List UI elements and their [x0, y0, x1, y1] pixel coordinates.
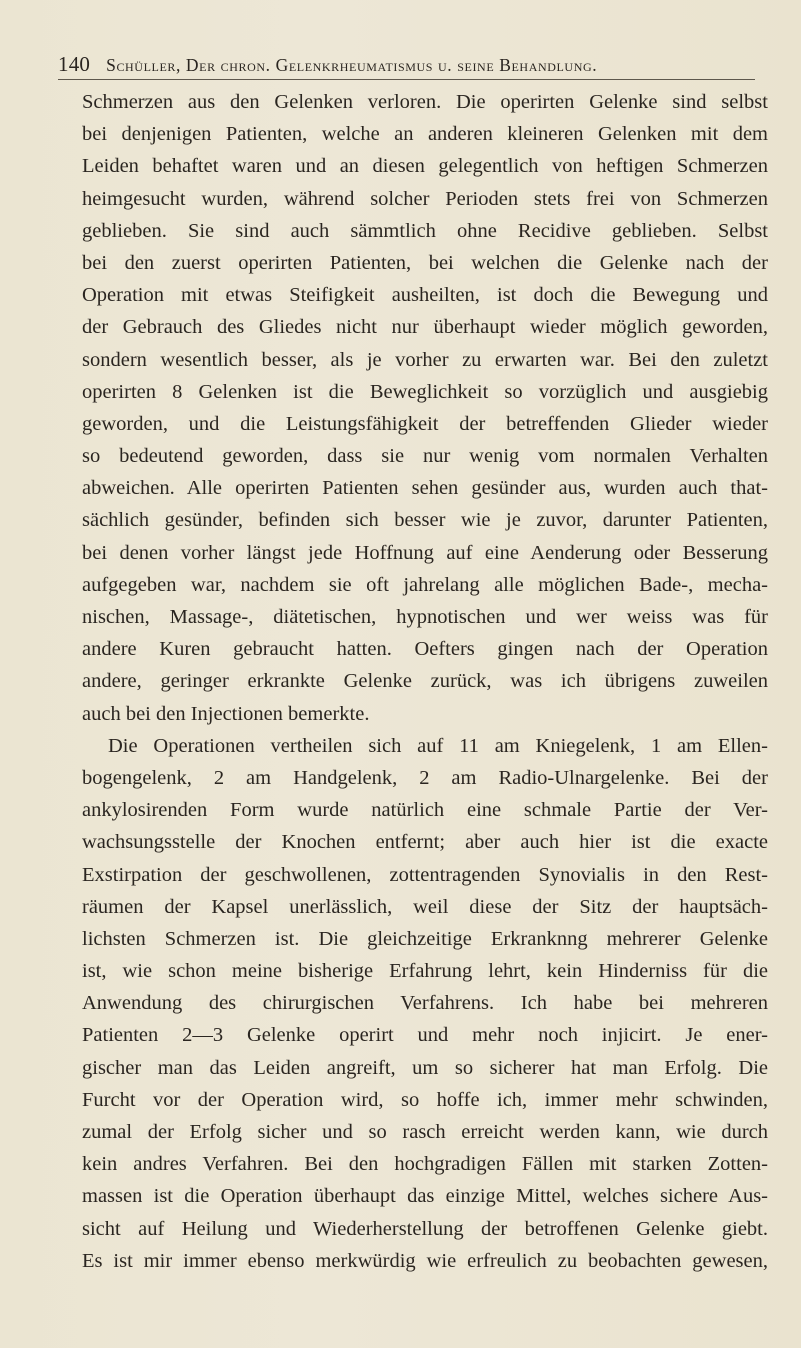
text-line: nischen, Massage-, diätetischen, hypnotischen und wer weiss was für: [82, 606, 768, 628]
text-line: bei den zuerst operirten Patienten, bei welchen die Gelenke nach der: [82, 251, 768, 274]
text-line: Exstirpation der geschwollenen, zottentragenden Synovialis in den Rest-: [82, 863, 768, 886]
page-number: 140: [58, 52, 91, 76]
text-line: Anwendung des chirurgischen Verfahrens. Ich habe bei mehreren: [82, 992, 768, 1015]
text-line: sächlich gesünder, befinden sich besser wie je zuvor, darunter Patienten,: [82, 509, 768, 532]
paragraph-2: [82, 730, 768, 1277]
text-line: andere, geringer erkrankte Gelenke zurück, was ich übrigens zuweilen: [82, 670, 768, 693]
text-line: zumal der Erfolg sicher und so rasch erreicht werden kann, wie durch: [82, 1121, 768, 1143]
text-line: Schmerzen aus den Gelenken verloren. Die operirten Gelenke sind selbst: [82, 91, 768, 113]
text-line: räumen der Kapsel unerlässlich, weil diese der Sitz der hauptsäch-: [82, 895, 768, 918]
text-line: bogengelenk, 2 am Handgelenk, 2 am Radio-Ulnargelenke. Bei der: [82, 766, 768, 789]
text-line: geblieben. Sie sind auch sämmtlich ohne Recidive geblieben. Selbst: [82, 219, 768, 242]
text-line: aufgegeben war, nachdem sie oft jahrelang alle möglichen Bade-, mecha-: [82, 573, 768, 596]
text-line: sicht auf Heilung und Wiederherstellung der betroffenen Gelenke giebt.: [82, 1217, 768, 1240]
text-line: Es ist mir immer ebenso merkwürdig wie erfreulich zu beobachten gewesen,: [82, 1249, 768, 1272]
text-line: operirten 8 Gelenken ist die Beweglichkeit so vorzüglich und ausgiebig: [82, 380, 768, 403]
text-line: abweichen. Alle operirten Patienten sehen gesünder aus, wurden auch that-: [82, 477, 768, 500]
text-line: so bedeutend geworden, dass sie nur wenig vom normalen Verhalten: [82, 445, 768, 468]
header-rule: [58, 79, 755, 80]
text-line: bei denen vorher längst jede Hoffnung auf eine Aenderung oder Besserung: [82, 541, 768, 564]
body-text: [82, 86, 768, 1277]
text-line: Operation mit etwas Steifigkeit ausheilten, ist doch die Bewegung und: [82, 284, 768, 307]
running-title: Schüller, Der chron. Gelenkrheumatismus u. seine Behandlung.: [106, 55, 598, 75]
text-line: bei denjenigen Patienten, welche an anderen kleineren Gelenken mit dem: [82, 123, 768, 146]
text-line: auch bei den Injectionen bemerkte.: [82, 702, 370, 725]
text-line: kein andres Verfahren. Bei den hochgradigen Fällen mit starken Zotten-: [82, 1153, 768, 1176]
paragraph-1: [82, 86, 768, 730]
text-line: ist, wie schon meine bisherige Erfahrung lehrt, kein Hinderniss für die: [82, 960, 768, 983]
text-line: ankylosirenden Form wurde natürlich eine schmale Partie der Ver-: [82, 799, 768, 822]
text-line: Leiden behaftet waren und an diesen gelegentlich von heftigen Schmerzen: [82, 155, 768, 178]
text-line: Die Operationen vertheilen sich auf 11 am Kniegelenk, 1 am Ellen-: [108, 734, 768, 757]
text-line: wachsungsstelle der Knochen entfernt; aber auch hier ist die exacte: [82, 831, 768, 854]
text-line: Patienten 2—3 Gelenke operirt und mehr noch injicirt. Je ener-: [82, 1024, 768, 1047]
text-line: lichsten Schmerzen ist. Die gleichzeitige Erkranknng mehrerer Gelenke: [82, 927, 768, 950]
text-line: geworden, und die Leistungsfähigkeit der betreffenden Glieder wieder: [82, 412, 768, 435]
text-line: gischer man das Leiden angreift, um so sicherer hat man Erfolg. Die: [82, 1056, 768, 1079]
text-line: der Gebrauch des Gliedes nicht nur überhaupt wieder möglich geworden,: [82, 316, 768, 339]
running-header: [58, 52, 758, 82]
text-line: sondern wesentlich besser, als je vorher zu erwarten war. Bei den zuletzt: [82, 348, 768, 371]
text-line: massen ist die Operation überhaupt das einzige Mittel, welches sichere Aus-: [82, 1185, 768, 1208]
text-line: Furcht vor der Operation wird, so hoffe ich, immer mehr schwinden,: [82, 1088, 768, 1111]
text-line: andere Kuren gebraucht hatten. Oefters gingen nach der Operation: [82, 638, 768, 661]
text-line: heimgesucht wurden, während solcher Perioden stets frei von Schmerzen: [82, 187, 768, 210]
